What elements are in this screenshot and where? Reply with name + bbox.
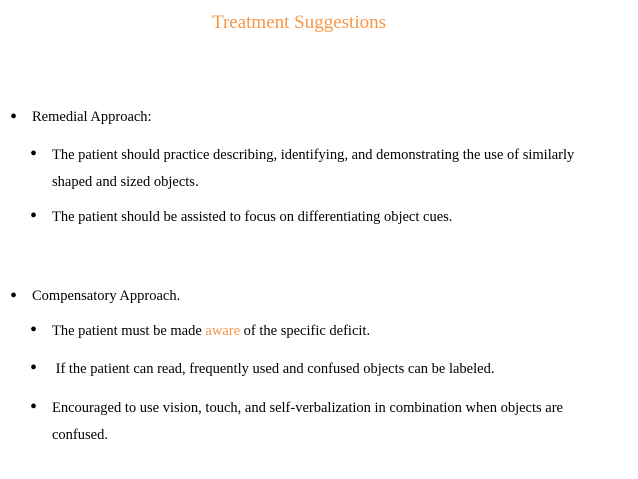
bullet-icon: • (10, 285, 18, 307)
bullet-icon: • (10, 106, 18, 128)
bullet-icon: • (30, 205, 38, 227)
bullet-icon: • (30, 357, 38, 379)
item-text-after: of the specific deficit. (240, 323, 371, 339)
bullet-icon: • (30, 319, 38, 341)
highlight-word: aware (205, 323, 241, 339)
bullet-icon: • (30, 396, 38, 418)
item-text-before: The patient must be made (52, 323, 206, 339)
slide-title: Treatment Suggestions (212, 12, 386, 33)
bullet-icon: • (30, 143, 38, 165)
